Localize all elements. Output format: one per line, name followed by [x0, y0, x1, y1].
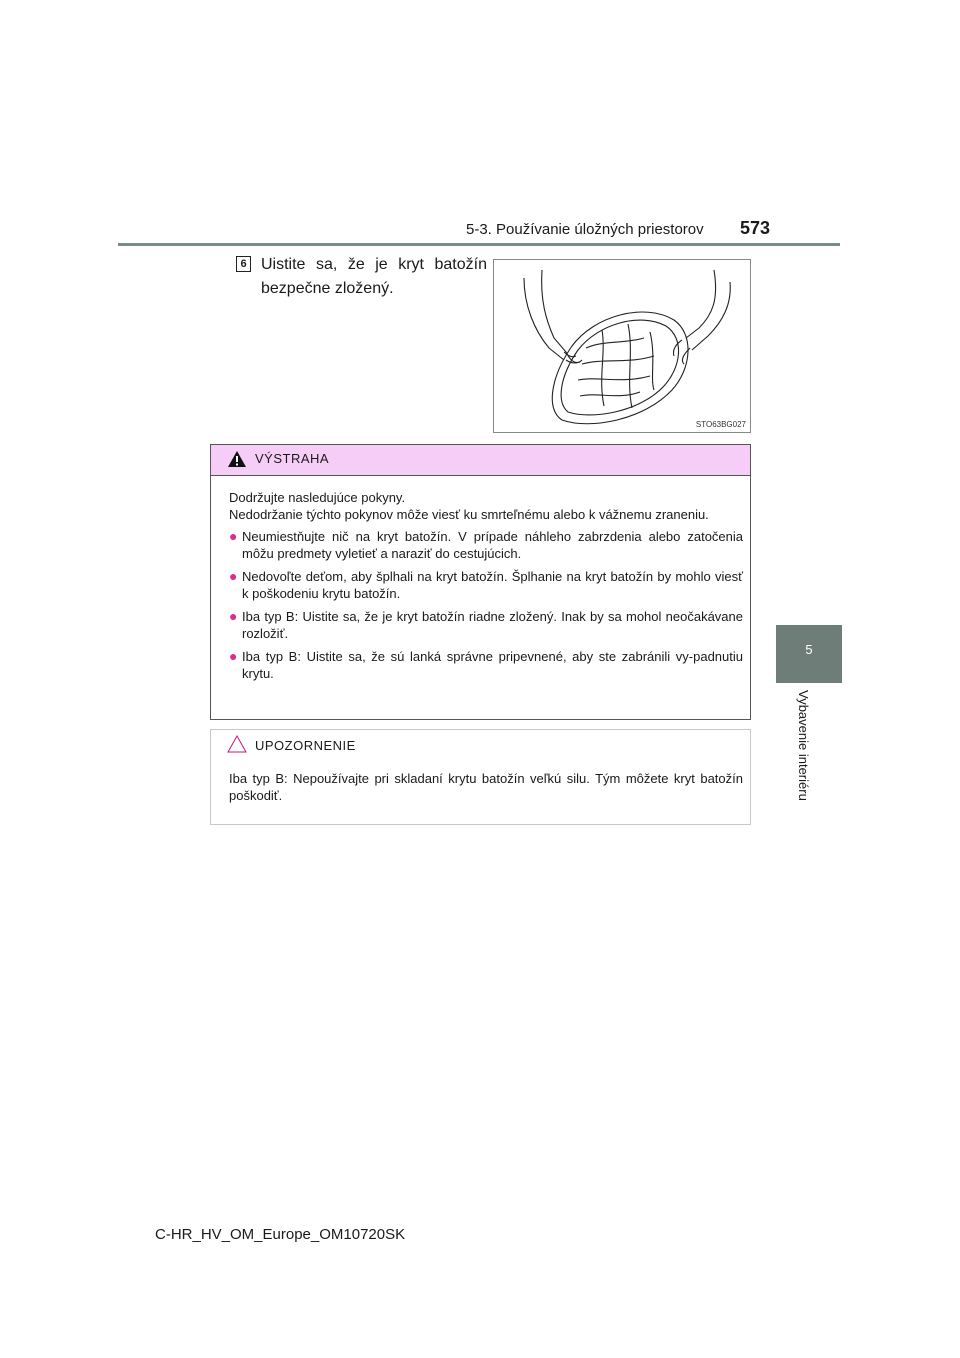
warning-bullet [229, 568, 743, 602]
header-section-title: 5-3. Používanie úložných priestorov [466, 221, 704, 238]
chapter-title: Vybavenie interiéru [796, 690, 811, 801]
caution-triangle-icon [227, 735, 247, 753]
illustration-code: STO63BG027 [695, 420, 746, 429]
bullet-dot: ● [229, 568, 238, 584]
header-divider [118, 243, 840, 246]
caution-title: UPOZORNENIE [255, 738, 356, 753]
cover-folding-illustration [493, 259, 751, 433]
bullet-dot: ● [229, 608, 238, 624]
chapter-tab: 5 [776, 625, 842, 683]
warning-header [211, 445, 750, 476]
warning-box [210, 444, 751, 720]
bullet-dot: ● [229, 648, 238, 664]
page-number: 573 [740, 218, 771, 238]
warning-bullet [229, 648, 743, 682]
warning-intro: Dodržujte nasledujúce pokyny. [229, 490, 406, 505]
step-number-badge: 6 [236, 256, 251, 272]
bullet-dot: ● [229, 528, 238, 544]
warning-bullet-text: Iba typ B: Uistite sa, že sú lanká správne pripevnené, aby ste zabránili vy-padnutiu krytu. [242, 649, 743, 681]
hands-folding-cover-drawing [494, 260, 750, 432]
warning-triangle-icon [227, 450, 247, 468]
caution-text: Iba typ B: Nepoužívajte pri skladaní krytu batožín veľkú silu. Tým môžete kryt batožín poškodiť. [229, 771, 743, 803]
warning-intro-detail: Nedodržanie týchto pokynov môže viesť ku smrteľnému alebo k vážnemu zraneniu. [229, 507, 709, 522]
warning-bullet [229, 608, 743, 642]
warning-title: VÝSTRAHA [255, 451, 330, 466]
caution-box [210, 729, 751, 825]
warning-bullet [229, 528, 743, 562]
warning-body [229, 489, 743, 688]
warning-bullet-text: Neumiestňujte nič na kryt batožín. V prípade náhleho zabrzdenia alebo zatočenia môžu predmety vyletieť a naraziť do cestujúcich. [242, 529, 743, 561]
warning-bullet-text: Iba typ B: Uistite sa, že je kryt batožín riadne zložený. Inak by sa mohol neočakávane rozložiť. [242, 609, 743, 641]
warning-bullet-text: Nedovoľte deťom, aby šplhali na kryt batožín. Šplhanie na kryt batožín by mohlo viesť k poškodeniu krytu batožín. [242, 569, 743, 601]
document-id-footer: C-HR_HV_OM_Europe_OM10720SK [155, 1226, 406, 1243]
step-instruction: Uistite sa, že je kryt batožín bezpečne zložený. [261, 256, 487, 297]
